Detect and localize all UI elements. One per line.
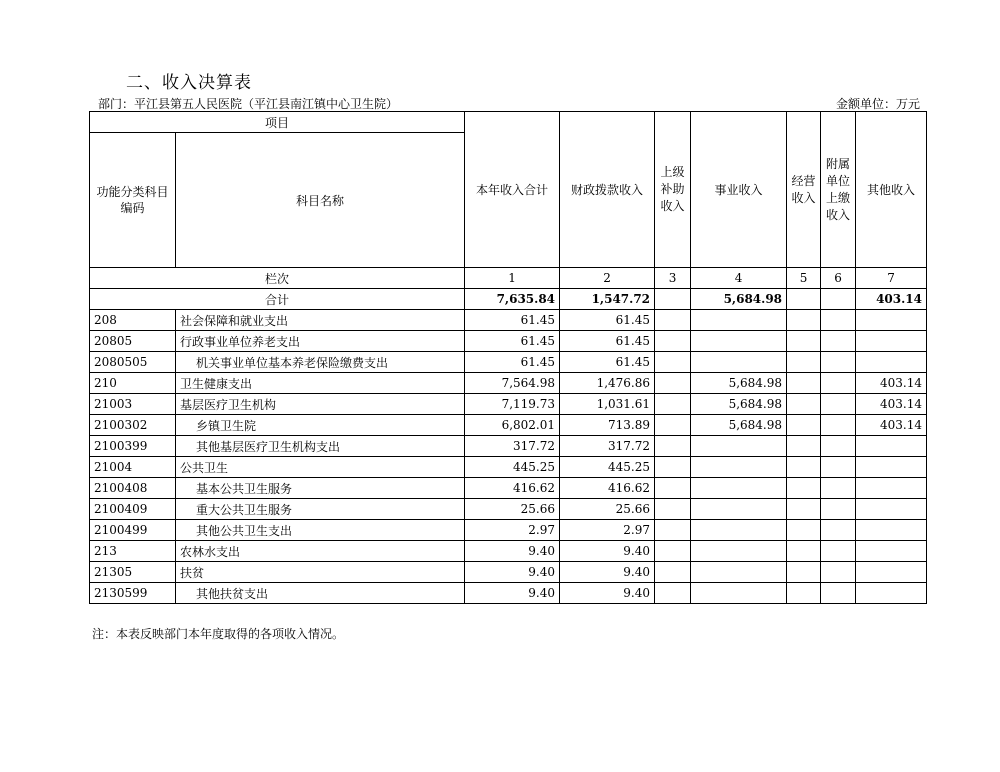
row-operating [787,394,821,415]
row-operating [787,436,821,457]
row-code: 208 [90,310,176,331]
totals-superior [655,289,691,310]
col-number: 4 [691,268,787,289]
totals-other: 403.14 [856,289,927,310]
row-other [856,478,927,499]
row-name: 重大公共卫生服务 [176,499,465,520]
table-row [90,499,927,520]
row-superior [655,436,691,457]
table-row [90,583,927,604]
row-total: 9.40 [465,541,560,562]
row-operating [787,541,821,562]
row-superior [655,352,691,373]
page-title: 二、收入决算表 [126,73,252,93]
row-other [856,352,927,373]
table-header [90,112,927,310]
row-business [691,478,787,499]
header-superior: 上级补助收入 [655,112,691,268]
row-operating [787,310,821,331]
row-business: 5,684.98 [691,415,787,436]
row-code: 21004 [90,457,176,478]
row-total: 317.72 [465,436,560,457]
row-superior [655,415,691,436]
row-superior [655,331,691,352]
row-code: 2130599 [90,583,176,604]
row-code: 2080505 [90,352,176,373]
department-label: 部门：平江县第五人民医院（平江县南江镇中心卫生院） [98,97,399,111]
table-row [90,394,927,415]
row-operating [787,457,821,478]
col-number: 7 [856,268,927,289]
row-superior [655,478,691,499]
row-business [691,457,787,478]
table-row [90,520,927,541]
row-operating [787,352,821,373]
row-business [691,583,787,604]
totals-label: 合计 [90,289,465,310]
col-number: 5 [787,268,821,289]
row-affiliated [821,499,856,520]
row-business [691,331,787,352]
row-business: 5,684.98 [691,394,787,415]
row-affiliated [821,310,856,331]
row-affiliated [821,457,856,478]
row-affiliated [821,394,856,415]
row-total: 61.45 [465,352,560,373]
row-name: 卫生健康支出 [176,373,465,394]
row-affiliated [821,415,856,436]
row-superior [655,373,691,394]
row-name: 公共卫生 [176,457,465,478]
row-operating [787,499,821,520]
table-body [90,310,927,604]
row-affiliated [821,520,856,541]
unit-label: 金额单位：万元 [835,97,920,111]
row-total: 61.45 [465,331,560,352]
row-business [691,352,787,373]
row-code: 21305 [90,562,176,583]
header-fiscal: 财政拨款收入 [560,112,655,268]
row-code: 2100408 [90,478,176,499]
row-total: 61.45 [465,310,560,331]
row-superior [655,520,691,541]
row-other: 403.14 [856,394,927,415]
row-fiscal: 2.97 [560,520,655,541]
table-row [90,562,927,583]
row-fiscal: 9.40 [560,562,655,583]
row-code: 2100409 [90,499,176,520]
header-operating: 经营收入 [787,112,821,268]
row-code: 2100302 [90,415,176,436]
row-superior [655,394,691,415]
row-other [856,583,927,604]
row-index-label: 栏次 [90,268,465,289]
row-fiscal: 9.40 [560,541,655,562]
row-business [691,310,787,331]
row-business [691,499,787,520]
row-fiscal: 25.66 [560,499,655,520]
row-code: 20805 [90,331,176,352]
header-subject-name: 科目名称 [176,133,465,268]
row-operating [787,562,821,583]
row-name: 基层医疗卫生机构 [176,394,465,415]
row-total: 7,119.73 [465,394,560,415]
row-total: 25.66 [465,499,560,520]
row-affiliated [821,373,856,394]
table-row [90,415,927,436]
row-operating [787,520,821,541]
row-other [856,520,927,541]
row-affiliated [821,478,856,499]
table-row [90,352,927,373]
row-fiscal: 445.25 [560,457,655,478]
row-name: 扶贫 [176,562,465,583]
col-number: 2 [560,268,655,289]
table-row [90,373,927,394]
table-row [90,478,927,499]
col-number: 1 [465,268,560,289]
totals-operating [787,289,821,310]
row-name: 其他公共卫生支出 [176,520,465,541]
row-fiscal: 9.40 [560,583,655,604]
totals-affiliated [821,289,856,310]
row-operating [787,583,821,604]
row-business [691,541,787,562]
row-other [856,457,927,478]
row-code: 210 [90,373,176,394]
row-name: 机关事业单位基本养老保险缴费支出 [176,352,465,373]
header-affiliated: 附属单位上缴收入 [821,112,856,268]
row-total: 445.25 [465,457,560,478]
row-affiliated [821,436,856,457]
row-other [856,541,927,562]
row-fiscal: 416.62 [560,478,655,499]
totals-business: 5,684.98 [691,289,787,310]
row-code: 2100399 [90,436,176,457]
income-table [89,111,927,604]
header-business: 事业收入 [691,112,787,268]
row-affiliated [821,541,856,562]
row-total: 9.40 [465,562,560,583]
row-operating [787,415,821,436]
totals-row [90,289,927,310]
row-fiscal: 61.45 [560,310,655,331]
row-affiliated [821,352,856,373]
row-affiliated [821,331,856,352]
table-row [90,310,927,331]
row-superior [655,499,691,520]
header-item: 项目 [90,112,465,133]
row-business [691,520,787,541]
totals-total: 7,635.84 [465,289,560,310]
row-superior [655,583,691,604]
row-operating [787,331,821,352]
row-superior [655,310,691,331]
row-fiscal: 317.72 [560,436,655,457]
row-name: 行政事业单位养老支出 [176,331,465,352]
row-fiscal: 1,476.86 [560,373,655,394]
col-number: 6 [821,268,856,289]
row-name: 农林水支出 [176,541,465,562]
header-func-code: 功能分类科目编码 [90,133,176,268]
header-total: 本年收入合计 [465,112,560,268]
row-name: 其他基层医疗卫生机构支出 [176,436,465,457]
row-fiscal: 1,031.61 [560,394,655,415]
row-other [856,310,927,331]
footnote: 注：本表反映部门本年度取得的各项收入情况。 [92,627,345,641]
table-row [90,331,927,352]
column-index-row [90,268,927,289]
row-affiliated [821,583,856,604]
row-fiscal: 713.89 [560,415,655,436]
row-other [856,331,927,352]
table-row [90,457,927,478]
row-code: 213 [90,541,176,562]
row-fiscal: 61.45 [560,331,655,352]
row-total: 2.97 [465,520,560,541]
row-superior [655,562,691,583]
row-other [856,562,927,583]
row-name: 基本公共卫生服务 [176,478,465,499]
row-code: 2100499 [90,520,176,541]
row-code: 21003 [90,394,176,415]
row-name: 其他扶贫支出 [176,583,465,604]
col-number: 3 [655,268,691,289]
table-row [90,541,927,562]
row-total: 6,802.01 [465,415,560,436]
header-other: 其他收入 [856,112,927,268]
row-total: 7,564.98 [465,373,560,394]
row-business [691,436,787,457]
row-operating [787,373,821,394]
row-name: 乡镇卫生院 [176,415,465,436]
row-fiscal: 61.45 [560,352,655,373]
row-business [691,562,787,583]
row-operating [787,478,821,499]
row-name: 社会保障和就业支出 [176,310,465,331]
row-total: 9.40 [465,583,560,604]
row-other: 403.14 [856,373,927,394]
row-superior [655,541,691,562]
row-superior [655,457,691,478]
row-other [856,499,927,520]
table-row [90,436,927,457]
row-business: 5,684.98 [691,373,787,394]
totals-fiscal: 1,547.72 [560,289,655,310]
row-total: 416.62 [465,478,560,499]
row-other: 403.14 [856,415,927,436]
row-affiliated [821,562,856,583]
row-other [856,436,927,457]
